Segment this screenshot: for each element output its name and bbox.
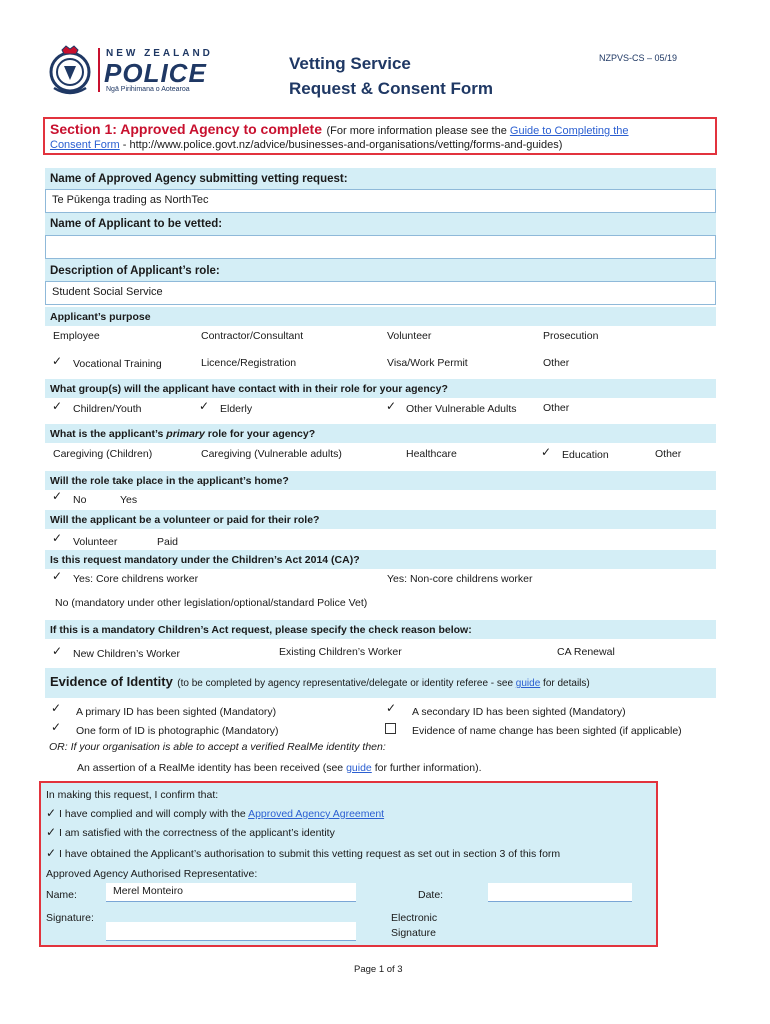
- rep-label: Approved Agency Authorised Representative:: [46, 868, 258, 880]
- contact-other[interactable]: Other: [543, 402, 570, 414]
- mandatory-core[interactable]: Yes: Core childrens worker: [73, 573, 199, 585]
- purpose-visa[interactable]: Visa/Work Permit: [387, 357, 468, 369]
- role-care-adults[interactable]: Caregiving (Vulnerable adults): [201, 448, 342, 460]
- date-label: Date:: [418, 889, 444, 901]
- confirm-item2: ✓ I am satisfied with the correctness of the applicant’s identity: [46, 825, 335, 839]
- agency-agreement-link[interactable]: Approved Agency Agreement: [248, 808, 385, 820]
- name-value: Merel Monteiro: [113, 885, 184, 897]
- primary-id-text: A primary ID has been sighted (Mandatory): [76, 706, 277, 718]
- purpose-employee[interactable]: Employee: [53, 330, 100, 342]
- purpose-vocational[interactable]: Vocational Training: [73, 358, 162, 370]
- realme-line: An assertion of a RealMe identity has been received (see guide for further information).: [77, 762, 482, 774]
- contact-label: What group(s) will the applicant have contact with in their role for your agency?: [50, 383, 448, 395]
- section1-heading: Section 1: Approved Agency to complete: [50, 121, 323, 137]
- role-healthcare[interactable]: Healthcare: [406, 448, 457, 460]
- check-reason-label: If this is a mandatory Children’s Act request, please specify the check reason below:: [50, 624, 472, 636]
- guide-link-cont[interactable]: Consent Form: [50, 139, 120, 151]
- home-no-check-icon[interactable]: ✓: [52, 489, 63, 503]
- electronic-sig-2: Signature: [391, 927, 436, 939]
- paid-label: Will the applicant be a volunteer or paid for their role?: [50, 514, 320, 526]
- name-label: Name:: [46, 889, 77, 901]
- signature-label: Signature:: [46, 912, 94, 924]
- mandatory-no[interactable]: No (mandatory under other legislation/optional/standard Police Vet): [55, 597, 368, 609]
- role-label: Description of Applicant’s role:: [50, 265, 220, 277]
- logo-country: NEW ZEALAND: [106, 48, 213, 59]
- evidence-heading: Evidence of Identity: [50, 674, 173, 689]
- name-change-text: Evidence of name change has been sighted (if applicable): [412, 725, 682, 737]
- form-title-line1: Vetting Service: [289, 54, 411, 73]
- mandatory-label: Is this request mandatory under the Children’s Act 2014 (CA)?: [50, 554, 360, 566]
- contact-vulnerable[interactable]: Other Vulnerable Adults: [406, 403, 517, 415]
- police-crest-icon: [48, 44, 92, 98]
- agency-label: Name of Approved Agency submitting vetting request:: [50, 173, 348, 185]
- agency-value: Te Pūkenga trading as NorthTec: [52, 194, 209, 206]
- evidence-header: Evidence of Identity (to be completed by agency representative/delegate or identity referee - see guide for details): [50, 674, 590, 689]
- evidence-note: (to be completed by agency representative/delegate or identity referee - see: [177, 678, 516, 689]
- photo-id-text: One form of ID is photographic (Mandatory): [76, 725, 279, 737]
- page-number: Page 1 of 3: [354, 964, 403, 975]
- confirm-item3: ✓ I have obtained the Applicant’s authorisation to submit this vetting request as set out in section 3 of this form: [46, 846, 561, 860]
- logo-police: POLICE: [104, 58, 207, 88]
- new-worker-check-icon[interactable]: ✓: [52, 644, 63, 658]
- purpose-label: Applicant’s purpose: [50, 311, 151, 323]
- section1-line1: [50, 121, 629, 139]
- role-care-children[interactable]: Caregiving (Children): [53, 448, 153, 460]
- paid-paid[interactable]: Paid: [157, 536, 179, 548]
- vocational-check-icon[interactable]: ✓: [52, 354, 63, 368]
- role-value: Student Social Service: [52, 286, 163, 298]
- contact-elderly[interactable]: Elderly: [220, 403, 253, 415]
- name-underline: [106, 901, 356, 902]
- reason-new[interactable]: New Children’s Worker: [73, 648, 180, 660]
- role-other[interactable]: Other: [655, 448, 682, 460]
- signature-input[interactable]: [106, 922, 356, 940]
- secondary-id-text: A secondary ID has been sighted (Mandatory): [412, 706, 626, 718]
- education-check-icon[interactable]: ✓: [541, 445, 552, 459]
- realme-or: OR: If your organisation is able to accept a verified RealMe identity then:: [49, 741, 386, 753]
- date-input[interactable]: [488, 883, 632, 901]
- police-logo: [48, 44, 213, 98]
- purpose-volunteer[interactable]: Volunteer: [387, 330, 432, 342]
- section1-url: - http://www.police.govt.nz/advice/businesses-and-organisations/vetting/forms-and-guides): [119, 139, 563, 151]
- secondary-id-check-icon[interactable]: ✓: [386, 701, 397, 715]
- reason-existing[interactable]: Existing Children’s Worker: [279, 646, 402, 658]
- evidence-guide-link[interactable]: guide: [515, 678, 541, 689]
- realme-guide-link[interactable]: guide: [346, 762, 372, 774]
- date-underline: [488, 901, 632, 902]
- form-title-line2: Request & Consent Form: [289, 79, 494, 98]
- signature-underline: [106, 940, 356, 941]
- primary-id-check-icon[interactable]: ✓: [51, 701, 62, 715]
- name-change-checkbox[interactable]: [385, 723, 396, 734]
- section1-line2: [50, 139, 562, 151]
- home-no[interactable]: No: [73, 494, 87, 506]
- primary-role-label: What is the applicant’s primary role for your agency?: [50, 428, 316, 440]
- home-yes[interactable]: Yes: [120, 494, 138, 506]
- role-education[interactable]: Education: [562, 449, 609, 461]
- logo-maori: Ngā Pirihimana o Aotearoa: [106, 86, 190, 93]
- applicant-label: Name of Applicant to be vetted:: [50, 218, 223, 230]
- photo-id-check-icon[interactable]: ✓: [51, 720, 62, 734]
- guide-link[interactable]: Guide to Completing the: [509, 125, 629, 137]
- confirm-item1: ✓ I have complied and will comply with the Approved Agency Agreement: [46, 806, 385, 820]
- reason-renewal[interactable]: CA Renewal: [557, 646, 615, 658]
- purpose-other[interactable]: Other: [543, 357, 570, 369]
- mandatory-noncore[interactable]: Yes: Non-core childrens worker: [387, 573, 533, 585]
- applicant-field[interactable]: [45, 235, 716, 259]
- purpose-contractor[interactable]: Contractor/Consultant: [201, 330, 304, 342]
- contact-children[interactable]: Children/Youth: [73, 403, 142, 415]
- children-check-icon[interactable]: ✓: [52, 399, 63, 413]
- elderly-check-icon[interactable]: ✓: [199, 399, 210, 413]
- purpose-prosecution[interactable]: Prosecution: [543, 330, 599, 342]
- home-label: Will the role take place in the applicant’s home?: [50, 475, 289, 487]
- electronic-sig-1: Electronic: [391, 912, 438, 924]
- section1-intro: (For more information please see the: [326, 125, 510, 137]
- core-check-icon[interactable]: ✓: [52, 569, 63, 583]
- form-code: NZPVS-CS – 05/19: [599, 53, 678, 63]
- confirm-intro: In making this request, I confirm that:: [46, 789, 219, 801]
- confirm2-check-icon[interactable]: ✓: [46, 825, 57, 839]
- vulnerable-check-icon[interactable]: ✓: [386, 399, 397, 413]
- paid-volunteer-check-icon[interactable]: ✓: [52, 531, 63, 545]
- confirm1-check-icon[interactable]: ✓: [46, 806, 57, 820]
- purpose-licence[interactable]: Licence/Registration: [201, 357, 297, 369]
- confirm3-check-icon[interactable]: ✓: [46, 846, 57, 860]
- paid-volunteer[interactable]: Volunteer: [73, 536, 118, 548]
